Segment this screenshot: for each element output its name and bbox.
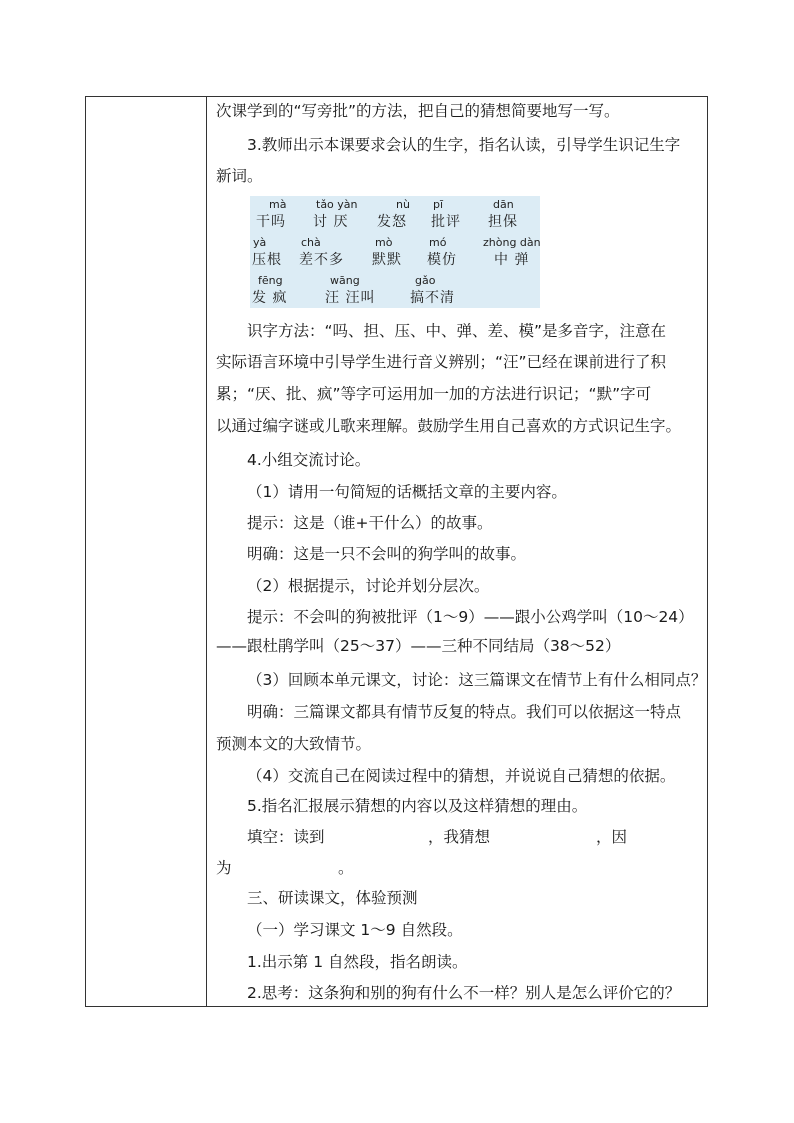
vocabulary-box [250, 196, 540, 308]
vocab-pinyin: chà [301, 236, 321, 249]
vocab-word: 压根 [252, 252, 282, 268]
vocab-pinyin: fēng [258, 274, 283, 287]
paragraph: 实际语言环境中引导学生进行音义辨别；“汪”已经在课前进行了积 [216, 353, 667, 371]
vocab-word: 批评 [431, 214, 461, 230]
vocab-word: 发 疯 [252, 290, 288, 306]
paragraph: （1）请用一句简短的话概括文章的主要内容。 [247, 483, 567, 501]
table-column-divider [206, 96, 207, 1007]
fill-blank-middle: ，我猜想 [428, 828, 491, 846]
paragraph: 累；“厌、批、疯”等字可运用加一加的方法进行识记；“默”字可 [216, 385, 652, 403]
paragraph: 预测本文的大致情节。 [216, 735, 372, 753]
vocab-pinyin: mà [269, 198, 287, 211]
vocab-word: 汪 汪叫 [325, 290, 376, 306]
vocab-word: 担保 [488, 214, 518, 230]
paragraph: 3.教师出示本课要求会认的生字，指名认读，引导学生识记生字 [247, 136, 681, 154]
vocab-row-2 [250, 236, 540, 272]
fill-blank-end: ，因 [596, 828, 628, 846]
vocab-word: 默默 [372, 252, 402, 268]
vocab-row-3 [250, 274, 540, 310]
paragraph: 提示：这是（谁+干什么）的故事。 [247, 514, 493, 532]
paragraph: （3）回顾本单元课文，讨论：这三篇课文在情节上有什么相同点？ [247, 671, 707, 689]
vocab-pinyin: nù [396, 198, 410, 211]
vocab-pinyin: yà [253, 236, 267, 249]
vocab-pinyin: mò [375, 236, 393, 249]
paragraph: 明确：三篇课文都具有情节反复的特点。我们可以依据这一特点 [247, 703, 682, 721]
paragraph: （4）交流自己在阅读过程中的猜想，并说说自己猜想的依据。 [247, 767, 676, 785]
paragraph: 识字方法：“吗、担、压、中、弹、差、模”是多音字，注意在 [247, 322, 667, 340]
paragraph: （一）学习课文 1～9 自然段。 [247, 921, 463, 939]
paragraph: 明确：这是一只不会叫的狗学叫的故事。 [247, 545, 527, 563]
vocab-word: 干吗 [256, 214, 286, 230]
paragraph: 次课学到的“写旁批”的方法，把自己的猜想简要地写一写。 [216, 102, 620, 120]
vocab-pinyin: zhòng dàn [483, 236, 541, 249]
vocab-pinyin: wāng [330, 274, 360, 287]
vocab-pinyin: tǎo yàn [316, 198, 358, 211]
paragraph: 4.小组交流讨论。 [247, 451, 371, 469]
vocab-pinyin: mó [429, 236, 447, 249]
section-heading: 三、研读课文，体验预测 [247, 889, 418, 907]
paragraph: ——跟杜鹃学叫（25～37）——三种不同结局（38～52） [216, 637, 621, 655]
paragraph: 提示：不会叫的狗被批评（1～9）——跟小公鸡学叫（10～24） [247, 608, 694, 626]
vocab-pinyin: gǎo [415, 274, 436, 287]
paragraph: （2）根据提示，讨论并划分层次。 [247, 577, 490, 595]
paragraph: 以通过编字谜或儿歌来理解。鼓励学生用自己喜欢的方式识记生字。 [216, 417, 682, 435]
vocab-word: 搞不清 [410, 290, 455, 306]
vocab-word: 讨 厌 [313, 214, 349, 230]
vocab-word: 中 弹 [494, 252, 530, 268]
vocab-pinyin: dān [493, 198, 514, 211]
paragraph: 5.指名汇报展示猜想的内容以及这样猜想的理由。 [247, 797, 588, 815]
fill-blank-line2-end: 。 [338, 859, 354, 877]
paragraph: 新词。 [216, 167, 263, 185]
vocab-word: 差不多 [299, 252, 344, 268]
paragraph: 2.思考：这条狗和别的狗有什么不一样？别人是怎么评价它的？ [247, 984, 681, 1002]
vocab-word: 模仿 [427, 252, 457, 268]
vocab-row-1 [250, 198, 540, 234]
vocab-word: 发怒 [377, 214, 407, 230]
vocab-pinyin: pī [433, 198, 444, 211]
fill-blank-line2-start: 为 [216, 859, 232, 877]
fill-blank-label: 填空：读到 [247, 828, 325, 846]
paragraph: 1.出示第 1 自然段，指名朗读。 [247, 953, 468, 971]
